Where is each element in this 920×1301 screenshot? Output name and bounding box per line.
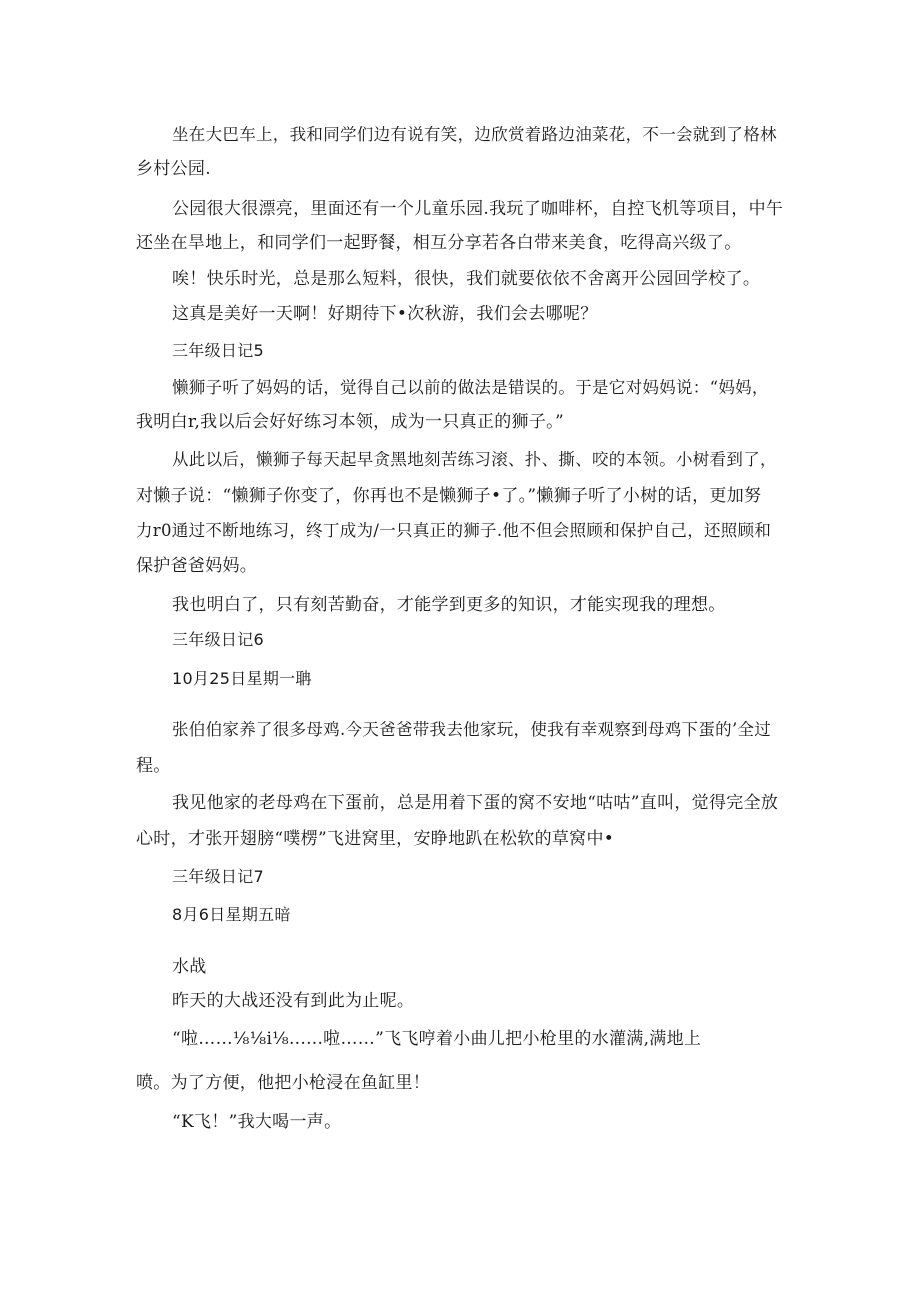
paragraph-line: 我见他家的老母鸡在下蛋前，总是用着下蛋的窝不安地“咕咕”直叫，觉得完全放 — [172, 793, 779, 813]
paragraph-line: 唉！快乐时光，总是那么短料，很快，我们就要依依不舍离开公园回学校了。 — [172, 269, 761, 289]
paragraph-line: 坐在大巴车上，我和同学们边有说有笑，边欣赏着路边油菜花，不一会就到了格林 — [172, 125, 777, 144]
paragraph-line: 乡村公园. — [136, 159, 211, 179]
paragraph-line: 我也明白了，只有刻苦勤奋，才能学到更多的知识，才能实现我的理想。 — [172, 595, 726, 615]
paragraph-line: 心时，才张开翅膀“噗楞”飞进窝里，安睁地趴在松软的草窝中• — [136, 829, 615, 849]
section-heading: 三年级日记5 — [172, 341, 264, 360]
paragraph-line: 还坐在旱地上，和同学们一起野餐，相互分享若各白带来美食，吃得高兴级了。 — [136, 233, 742, 253]
paragraph-line: 从此以后，懒狮子每天起早贪黑地刻苦练习滚、扑、撕、咬的本领。小树看到了， — [172, 450, 777, 469]
paragraph-line: “啦……⅛⅛i⅛......啦……”飞飞哼着小曲儿把小枪里的水灌满,满地上 — [172, 1029, 702, 1049]
paragraph-line: 保护爸爸妈妈。 — [136, 556, 258, 576]
paragraph-line: 程。 — [136, 756, 171, 776]
paragraph-line: 这真是美好一天啊！好期待下•次秋游，我们会去哪呢？ — [172, 304, 598, 324]
date-line: 10月25日星期一聃 — [172, 669, 312, 688]
paragraph-line: 我明白r,我以后会好好练习本领，成为一只真正的狮子。” — [136, 412, 564, 432]
paragraph-line: 对懒子说：“懒狮子你变了，你再也不是懒狮子•了。”懒狮子听了小树的话，更加努 — [136, 486, 762, 506]
section-heading: 三年级日记7 — [172, 867, 264, 886]
paragraph-line: 公园很大很漂亮，里面还有一个儿童乐园.我玩了咖啡杯，自控飞机等项目，中午 — [172, 199, 784, 219]
date-line: 8月6日星期五暗 — [172, 905, 291, 924]
paragraph-line: 昨天的大战还没有到此为止呢。 — [172, 991, 415, 1011]
paragraph-line: 张伯伯家养了很多母鸡.今天爸爸带我去他家玩，使我有幸观察到母鸡下蛋的’全过 — [172, 720, 772, 739]
paragraph-line: 喷。为了方便，他把小枪浸在鱼缸里！ — [136, 1073, 431, 1093]
section-title: 水战 — [172, 957, 207, 977]
paragraph-line: “K飞！”我大喝一声。 — [172, 1112, 342, 1132]
paragraph-line: 力r0通过不断地练习，终丁成为/一只真正的狮子.他不但会照顾和保护自己，还照顾和 — [136, 521, 772, 540]
section-heading: 三年级日记6 — [172, 630, 264, 649]
paragraph-line: 懒狮子听了妈妈的话，觉得自己以前的做法是错误的。于是它对妈妈说：“妈妈， — [172, 378, 769, 397]
